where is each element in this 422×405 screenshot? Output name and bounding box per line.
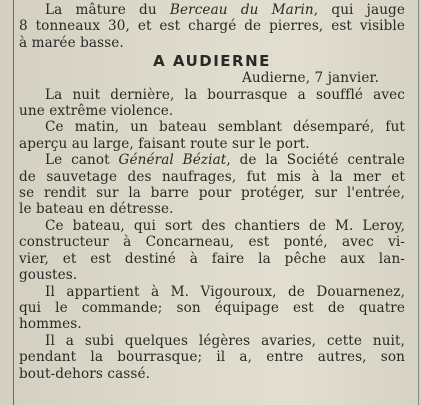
fragment-line-2: 8 tonneaux 30, et est chargé de pierres, est visible [19, 18, 405, 35]
paragraph-line: se rendit sur la barre pour protéger, sur l'entrée, [19, 185, 405, 202]
paragraph-line: vier, et est destiné à faire la pêche aux lan- [19, 250, 405, 267]
paragraph-text: Le canot [45, 152, 119, 169]
ship-name: Berceau du Marin [169, 2, 314, 18]
lifeboat-name: Général Béziat [118, 152, 227, 169]
paragraph-line: le bateau en détresse. [19, 201, 174, 218]
article-column [19, 2, 405, 382]
paragraph-line: constructeur à Concarneau, est ponté, avec vi- [19, 234, 405, 251]
paragraph-text: , de la Société centrale [226, 152, 405, 169]
fragment-text: La mâture du [45, 2, 170, 18]
paragraph-line: hommes. [19, 316, 82, 333]
paragraph-line: Ce matin, un bateau semblant désemparé, fut [45, 119, 405, 136]
paragraph-line: Ce bateau, qui sort des chantiers de M. Leroy, [45, 217, 405, 234]
fragment-line-1 [19, 2, 405, 18]
paragraph-line: Il a subi quelques légères avaries, cette nuit, [45, 332, 405, 349]
paragraph-line: bout-dehors cassé. [19, 365, 151, 382]
paragraph-line: aperçu au large, faisant route sur le port. [19, 135, 310, 152]
paragraph-line: La nuit dernière, la bourrasque a soufflé avec [45, 86, 405, 103]
paragraph-line: qui le commande; son équipage est de quatre [19, 299, 405, 316]
column-rule-right [418, 0, 419, 405]
paragraph-line [19, 152, 405, 168]
column-rule-left [13, 0, 14, 405]
paragraph-line: Il appartient à M. Vigouroux, de Douarnenez, [45, 283, 405, 300]
paragraph-line: goustes. [19, 267, 78, 284]
paragraph-line: de sauvetage des naufrages, fut mis à la mer et [19, 168, 405, 185]
paragraph-line: pendant la bourrasque; il a, entre autres, son [19, 349, 405, 366]
dateline: Audierne, 7 janvier. [241, 70, 379, 87]
fragment-line-3: à marée basse. [19, 34, 124, 51]
article-heading: A AUDIERNE [153, 52, 271, 71]
fragment-text: , qui jauge [313, 2, 406, 18]
paragraph-line: une extrême violence. [19, 103, 174, 120]
